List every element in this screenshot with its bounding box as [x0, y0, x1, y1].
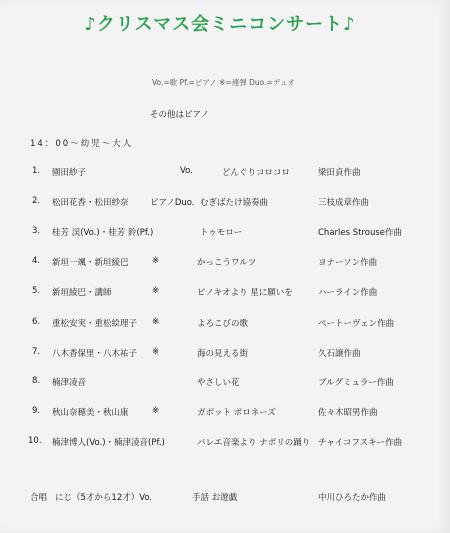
composer-name: 佐々木昭男作曲 — [318, 408, 378, 418]
program-number: 8. — [32, 376, 41, 386]
program-row — [0, 347, 450, 361]
program-row — [0, 256, 450, 270]
program-row — [0, 406, 450, 420]
performer-name: 桂芳 渓(Vo.)・桂芳 鈴(Pf.) — [52, 228, 154, 238]
piece-title: かっこうワルツ — [197, 258, 257, 268]
piece-title: やさしい花 — [197, 378, 240, 388]
piece-title: ガボット ポロネーズ — [197, 408, 276, 418]
program-row — [0, 196, 450, 210]
composer-name: ベートーヴェン作曲 — [318, 319, 395, 329]
instrument-mark: ※ — [152, 286, 160, 296]
piece-title: よろこびの歌 — [197, 319, 249, 329]
composer-name: 三枝成章作曲 — [318, 198, 370, 208]
piece-title: ピノキオより 星に願いを — [197, 288, 293, 298]
performer-name: 新垣一颯・新垣綾巴 — [52, 258, 129, 268]
program-number: 2. — [32, 196, 41, 206]
program-number: 6. — [32, 317, 41, 327]
composer-name: ヨナーソン作曲 — [318, 258, 378, 268]
piano-note: その他はピアノ — [150, 110, 209, 120]
piece-title: トゥモロー — [200, 228, 243, 238]
composer-name: 梁田貞作曲 — [318, 168, 361, 178]
instrument-mark: ※ — [152, 347, 160, 357]
composer-name: チャイコフスキー作曲 — [318, 438, 403, 448]
program-number: 10. — [28, 436, 42, 446]
performer-name: 園田紗子 — [52, 168, 87, 178]
performer-name: 重松安実・重松絵理子 — [52, 319, 138, 329]
time-range: 14：00〜幼児〜大人 — [30, 139, 134, 149]
composer-name: ハーライン作曲 — [318, 288, 378, 298]
performer-name: 楠津博人(Vo.)・楠津凌音(Pf.) — [52, 438, 165, 448]
composer-name: Charles Strouse作曲 — [318, 228, 403, 238]
finale-composer: 中川ひろたか作曲 — [318, 493, 387, 503]
program-row — [0, 226, 450, 240]
instrument-mark: ※ — [152, 406, 160, 416]
program-number: 3. — [32, 226, 41, 236]
program-number: 7. — [32, 347, 41, 357]
piece-title: むぎばたけ協奏曲 — [200, 198, 269, 208]
performer-name: 楠津凌音 — [52, 378, 87, 388]
program-row — [0, 436, 450, 450]
finale-performer: にじ（5才から12才）Vo. — [55, 493, 153, 503]
page-title: ♪クリスマス会ミニコンサート♪ — [84, 14, 356, 35]
program-row — [0, 286, 450, 300]
performer-name: 松田花香・松田紗奈 — [52, 198, 129, 208]
program-row — [0, 317, 450, 331]
program-number: 4. — [32, 256, 41, 266]
program-number: 1. — [32, 166, 41, 176]
program-row — [0, 166, 450, 180]
program-row — [0, 376, 450, 390]
finale-label: 合唱 — [30, 493, 48, 503]
instrument-mark: Vo. — [180, 166, 193, 176]
performer-name: 新垣綾巴・講師 — [52, 288, 112, 298]
instrument-mark: ※ — [152, 317, 160, 327]
abbreviation-legend: Vo.=歌 Pf.=ピアノ ※=連弾 Duo.=デュオ — [152, 78, 296, 87]
program-number: 5. — [32, 286, 41, 296]
composer-name: 久石譲作曲 — [318, 349, 361, 359]
instrument-mark: ※ — [152, 256, 160, 266]
composer-name: ブルグミュラー作曲 — [318, 378, 394, 388]
finale-row — [0, 491, 450, 505]
finale-piece: 手話 お遊戯 — [192, 493, 238, 503]
performer-name: 八木香保里・八木祐子 — [52, 349, 138, 359]
instrument-mark: ピアノDuo. — [150, 198, 195, 208]
piece-title: どんぐりコロコロ — [222, 168, 291, 178]
piece-title: 海の見える街 — [197, 349, 249, 359]
piece-title: バレエ音楽より ナポリの踊り — [197, 438, 311, 448]
performer-name: 秋山奈穂美・秋山康 — [52, 408, 129, 418]
program-number: 9. — [32, 406, 41, 416]
